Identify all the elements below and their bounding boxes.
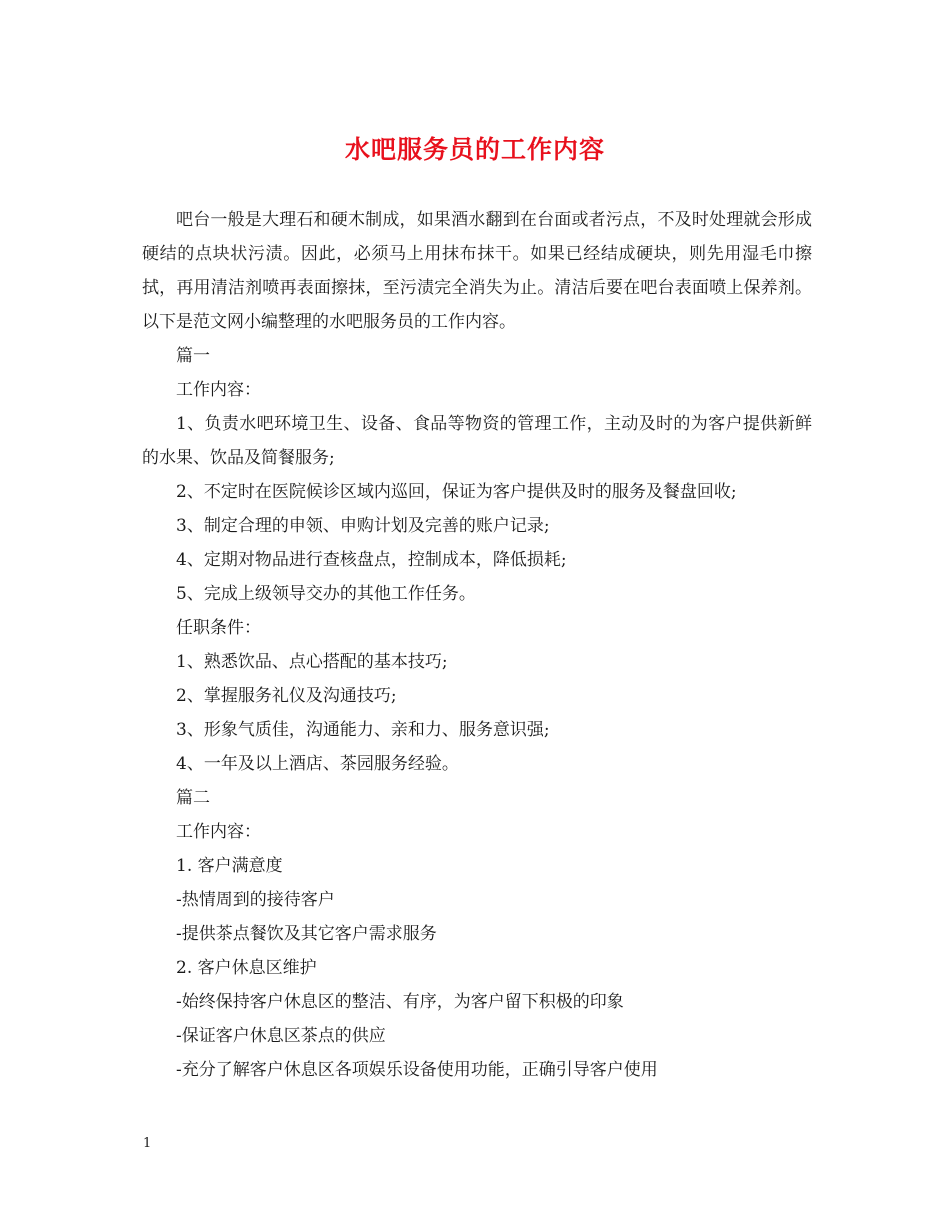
requirement-item: 1、熟悉饮品、点心搭配的基本技巧; (176, 652, 448, 672)
section-heading-part2: 篇二 (176, 788, 210, 808)
requirement-item: 4、一年及以上酒店、茶园服务经验。 (176, 754, 459, 774)
requirement-item: 2、掌握服务礼仪及沟通技巧; (176, 686, 397, 706)
part2-line: -充分了解客户休息区各项娱乐设备使用功能，正确引导客户使用 (176, 1060, 658, 1080)
duties-heading-part1: 工作内容： (176, 380, 261, 400)
part2-line: 1. 客户满意度 (176, 856, 283, 876)
requirement-item: 3、形象气质佳，沟通能力、亲和力、服务意识强; (176, 720, 550, 740)
part2-line: -热情周到的接待客户 (176, 890, 335, 910)
duty-item: 4、定期对物品进行查核盘点，控制成本，降低损耗; (176, 550, 567, 570)
requirements-heading-part1: 任职条件： (176, 618, 261, 638)
duty-item: 1、负责水吧环境卫生、设备、食品等物资的管理工作，主动及时的为客户提供新鲜的水果、饮品及简餐服务; (142, 414, 812, 468)
duty-item: 5、完成上级领导交办的其他工作任务。 (176, 584, 476, 604)
document-title: 水吧服务员的工作内容 (344, 135, 605, 164)
intro-paragraph: 吧台一般是大理石和硬木制成，如果酒水翻到在台面或者污点，不及时处理就会形成硬结的点块状污渍。因此，必须马上用抹布抹干。如果已经结成硬块，则先用湿毛巾擦拭，再用清洁剂喷再表面擦抹，至污渍完全消失为止。清洁后要在吧台表面喷上保养剂。以下是范文网小编整理的水吧服务员的工作内容。 (142, 210, 812, 332)
part2-line: -始终保持客户休息区的整洁、有序，为客户留下积极的印象 (176, 992, 624, 1012)
page-number: 1 (143, 1136, 152, 1151)
part2-line: -提供茶点餐饮及其它客户需求服务 (176, 924, 437, 944)
duty-item: 2、不定时在医院候诊区域内巡回，保证为客户提供及时的服务及餐盘回收; (176, 482, 737, 502)
duty-item: 3、制定合理的申领、申购计划及完善的账户记录; (176, 516, 550, 536)
duties-heading-part2: 工作内容： (176, 822, 261, 842)
section-heading-part1: 篇一 (176, 346, 210, 366)
document-body (142, 203, 812, 1087)
part2-line: 2. 客户休息区维护 (176, 958, 317, 978)
part2-line: -保证客户休息区茶点的供应 (176, 1026, 386, 1046)
